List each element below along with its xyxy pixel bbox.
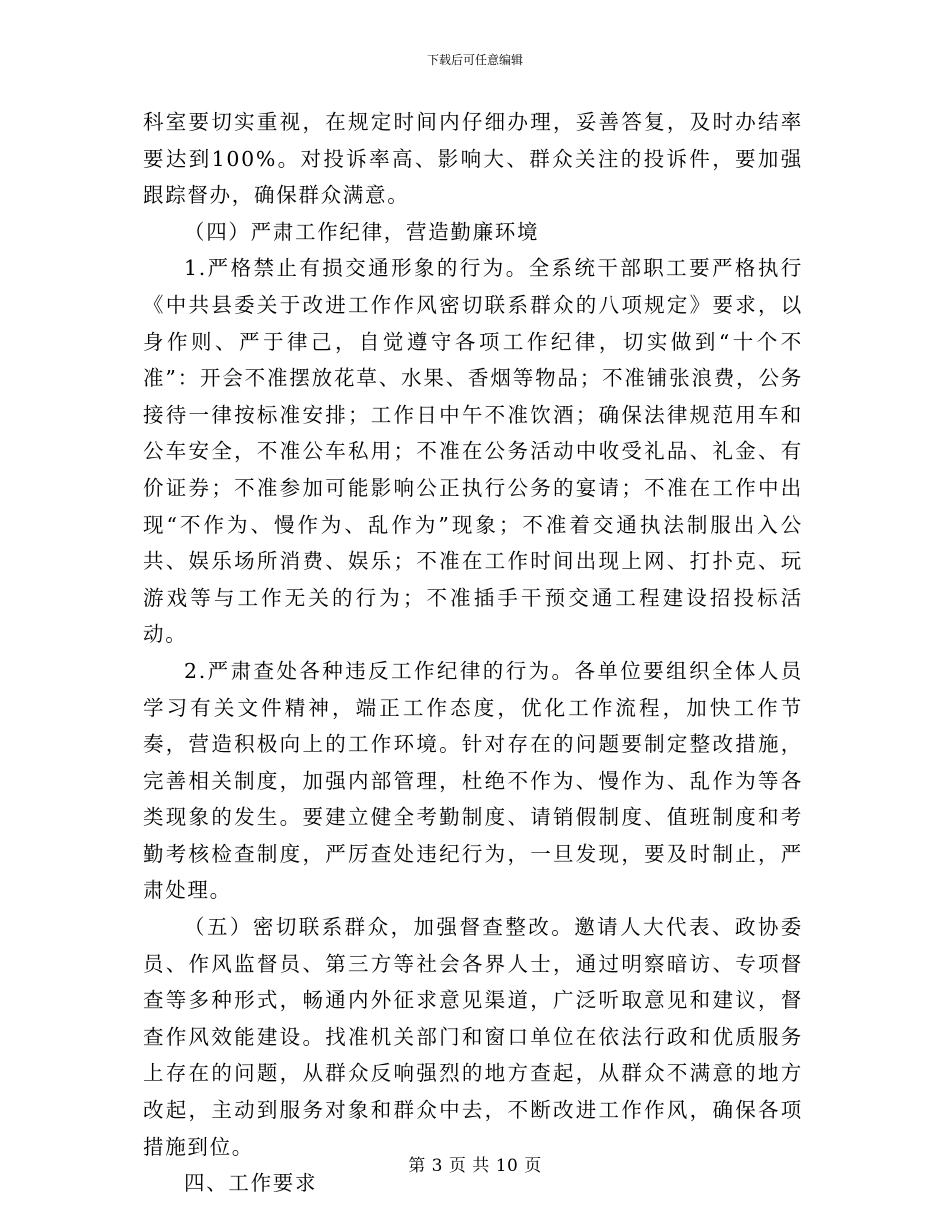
footer-current-page: 3 [431, 1156, 443, 1176]
footer-middle: 页 共 [448, 1156, 490, 1176]
footer-total-pages: 10 [495, 1156, 519, 1176]
page-footer [0, 1155, 950, 1177]
page-header: 下载后可任意编辑 [426, 53, 523, 67]
paragraph-continuation: 科室要切实重视，在规定时间内仔细办理，妥善答复，及时办结率要达到100%。对投诉率高、影响大、群众关注的投诉件，要加强跟踪督办，确保群众满意。 [143, 110, 803, 208]
footer-prefix: 第 [408, 1156, 426, 1176]
paragraph-item-one: 1.严格禁止有损交通形象的行为。全系统干部职工要严格执行《中共县委关于改进工作作风密切联系群众的八项规定》要求，以身作则、严于律己，自觉遵守各项工作纪律，切实做到“十个不准”：开会不准摆放花草、水果、香烟等物品；不准铺张浪费，公务接待一律按标准安排；工作日中午不准饮酒；确保法律规范用车和公车安全，不准公车私用；不准在公务活动中收受礼品、礼金、有价证券；不准参加可能影响公正执行公务的宴请；不准在工作中出现“不作为、慢作为、乱作为”现象；不准着交通执法制服出入公共、娱乐场所消费、娱乐；不准在工作时间出现上网、打扑克、玩游戏等与工作无关的行为；不准插手干预交通工程建设招投标活动。 [143, 256, 803, 647]
section-heading-work-requirements: 四、工作要求 [184, 1171, 318, 1196]
paragraph-item-two: 2.严肃查处各种违反工作纪律的行为。各单位要组织全体人员学习有关文件精神，端正工作态度，优化工作流程，加快工作节奏，营造积极向上的工作环境。针对存在的问题要制定整改措施，完善相关制度，加强内部管理，杜绝不作为、慢作为、乱作为等各类现象的发生。要建立健全考勤制度、请销假制度、值班制度和考勤考核检查制度，严厉查处违纪行为，一旦发现，要及时制止，严肃处理。 [143, 658, 803, 903]
section-heading-four: （四）严肃工作纪律，营造勤廉环境 [184, 219, 540, 244]
document-body [143, 104, 803, 1202]
footer-suffix: 页 [524, 1156, 542, 1176]
section-heading-five: （五）密切联系群众，加强督查整改。邀请人大代表、政协委员、作风监督员、第三方等社会各界人士，通过明察暗访、专项督查等多种形式，畅通内外征求意见渠道，广泛听取意见和建议，督查作风效能建设。找准机关部门和窗口单位在依法行政和优质服务上存在的问题，从群众反响强烈的地方查起，从群众不满意的地方改起，主动到服务对象和群众中去，不断改进工作作风，确保各项措施到位。 [143, 915, 803, 1159]
